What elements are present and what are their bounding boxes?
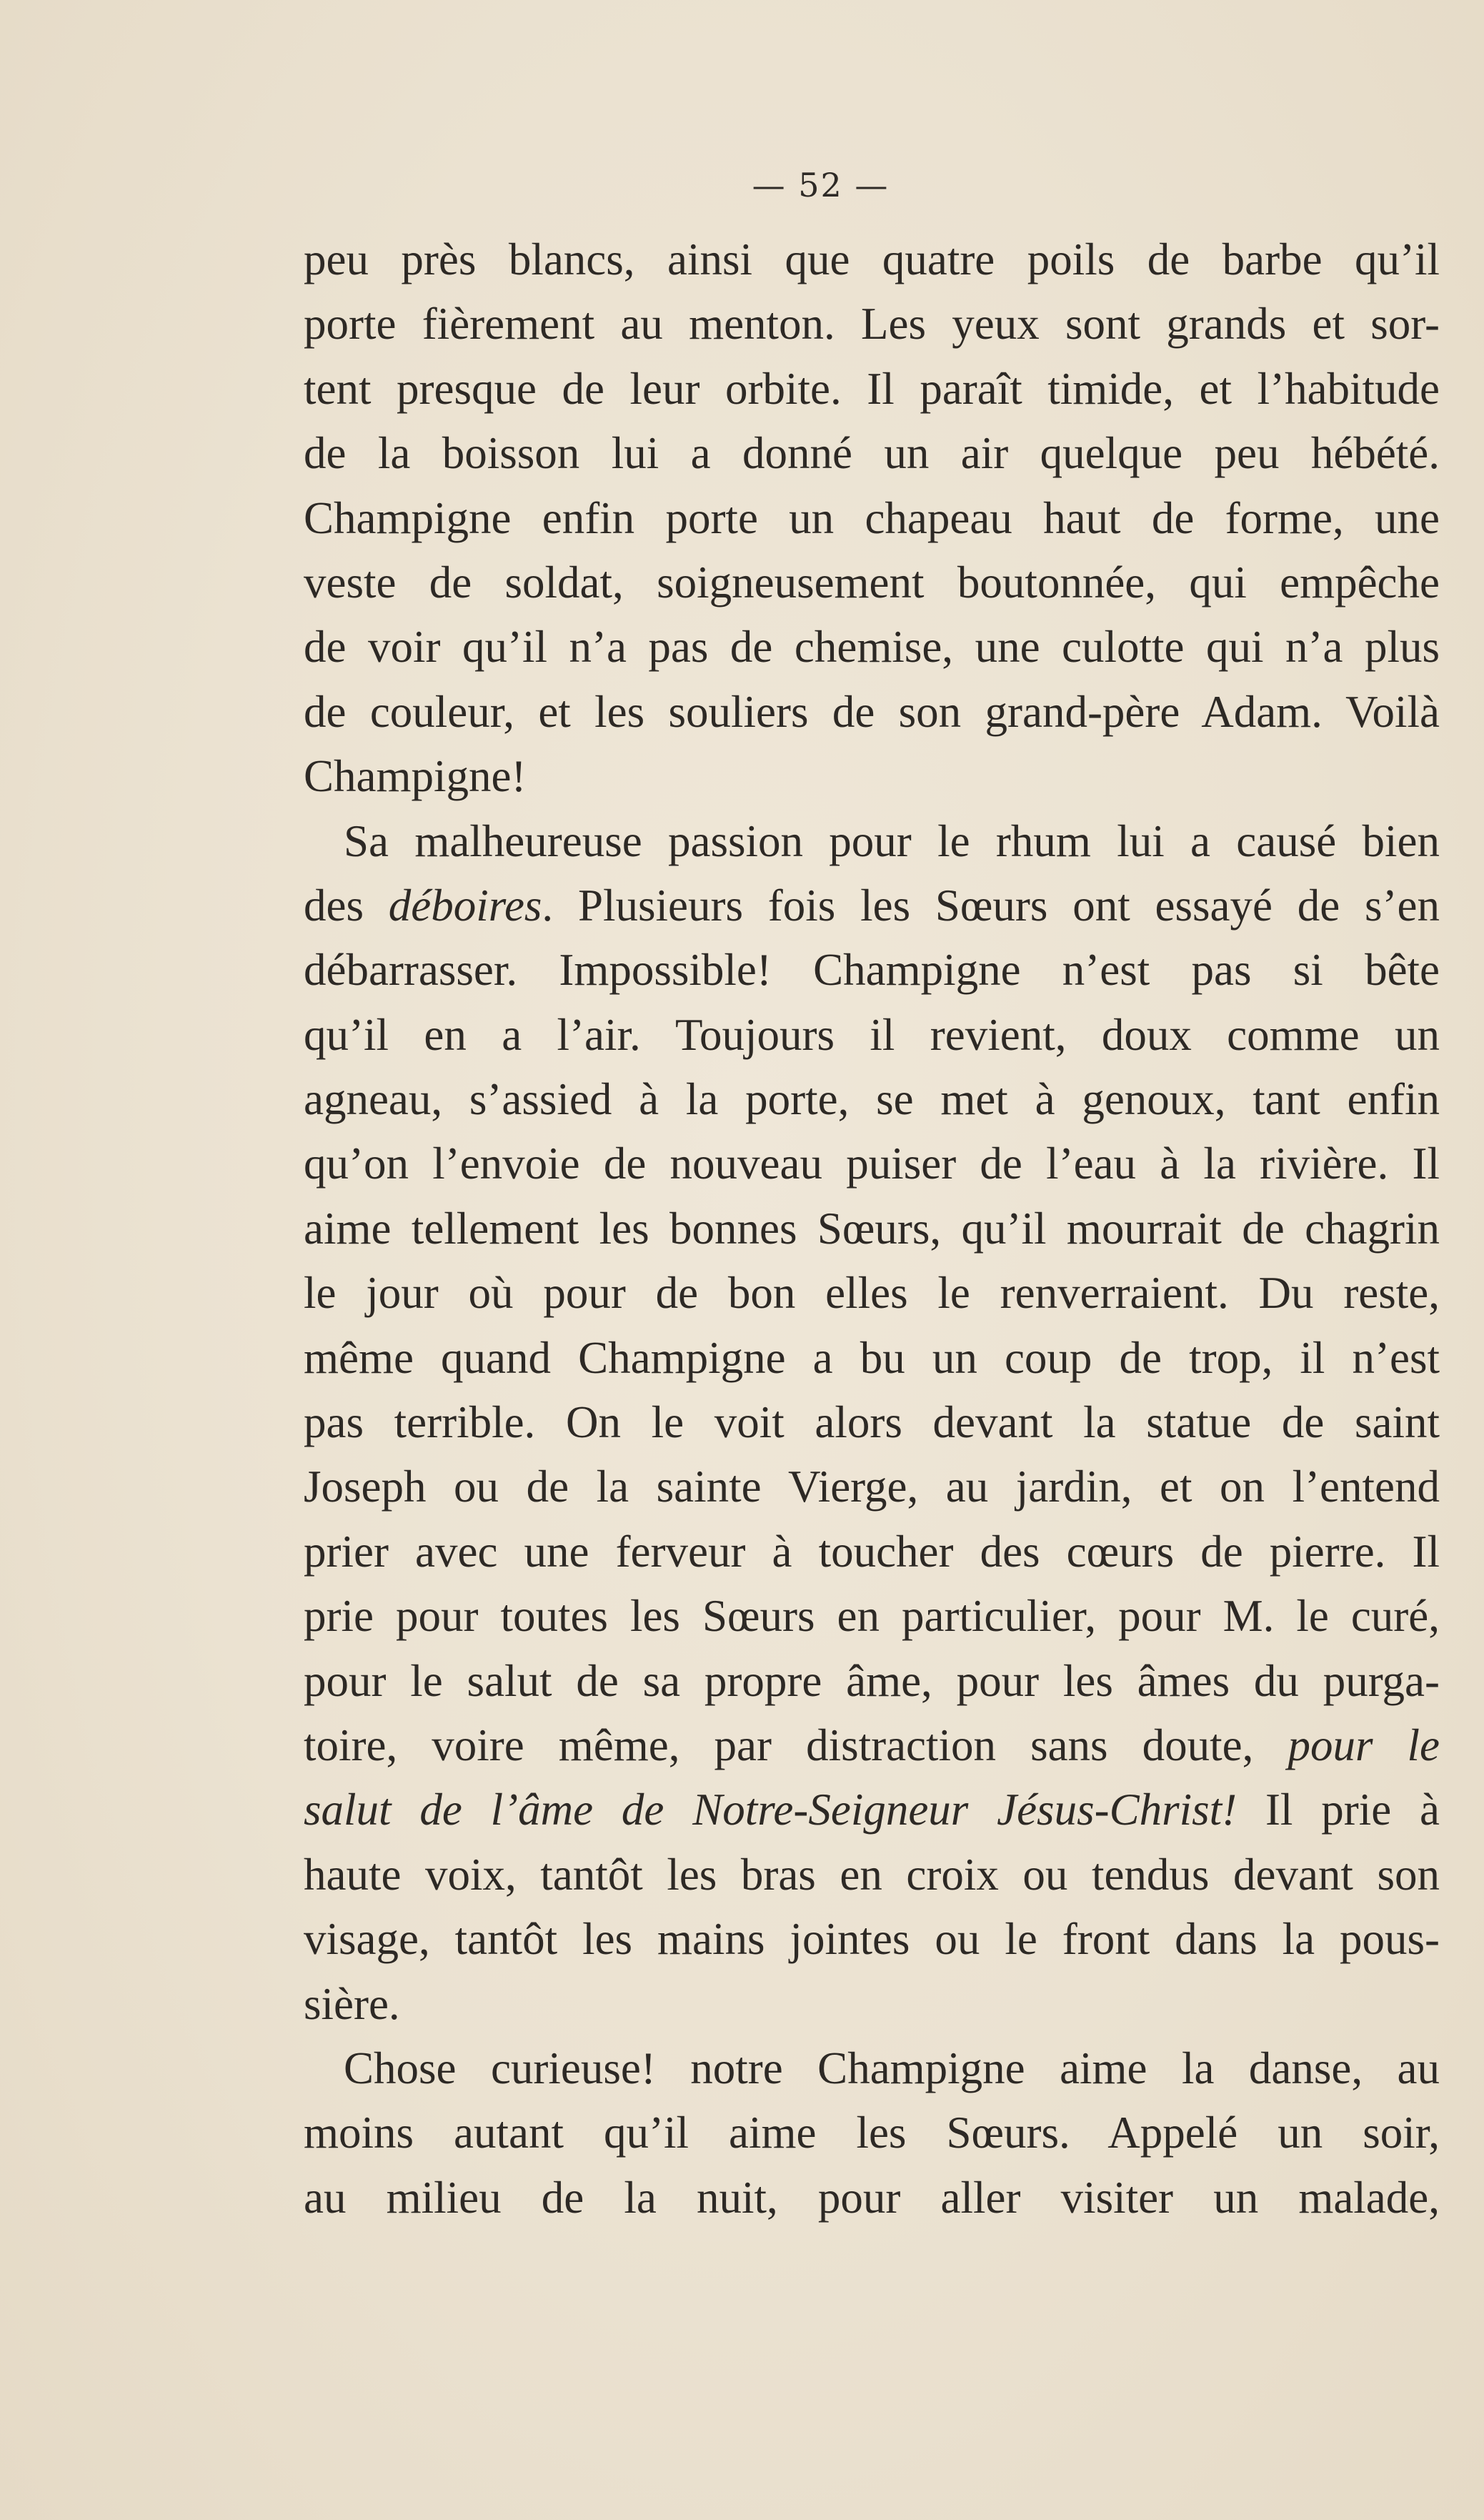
- paragraph-1: [304, 227, 1440, 809]
- paragraph-2: [304, 809, 1440, 2036]
- text-run: toire, voire même, par distraction sans doute,: [304, 1720, 1288, 1770]
- text-line: qu’il en a l’air. Toujours il revient, doux comme un: [304, 1009, 1440, 1060]
- text-line: veste de soldat, soigneusement boutonnée, qui empêche: [304, 557, 1440, 607]
- text-line: débarrasser. Impossible! Champigne n’est pas si bête: [304, 945, 1440, 996]
- text-line: tent presque de leur orbite. Il paraît timide, et l’habitude: [304, 363, 1440, 414]
- text-line-mixed: [304, 1713, 1440, 1777]
- text-line: le jour où pour de bon elles le renverraient. Du reste,: [304, 1268, 1440, 1319]
- text-line: qu’on l’envoie de nouveau puiser de l’eau à la rivière. Il: [304, 1139, 1440, 1189]
- text-line: prier avec une ferveur à toucher des cœurs de pierre. Il: [304, 1526, 1440, 1577]
- body-text: [304, 227, 1440, 2230]
- text-line: pour le salut de sa propre âme, pour les âmes du purga-: [304, 1655, 1440, 1706]
- italic-run: salut de l’âme de Notre-Seigneur Jésus-Christ!: [304, 1785, 1238, 1835]
- text-line: haute voix, tantôt les bras en croix ou tendus devant son: [304, 1849, 1440, 1900]
- text-line: Sa malheureuse passion pour le rhum lui a causé bien: [344, 815, 1440, 866]
- text-line: pas terrible. On le voit alors devant la statue de saint: [304, 1397, 1440, 1448]
- italic-run: pour le: [1288, 1720, 1440, 1770]
- text-line-mixed: [304, 1777, 1440, 1842]
- text-line: prie pour toutes les Sœurs en particulier, pour M. le curé,: [304, 1591, 1440, 1642]
- page-number: — 52 —: [752, 166, 890, 204]
- text-line: au milieu de la nuit, pour aller visiter un malade,: [304, 2172, 1440, 2223]
- text-line: porte fièrement au menton. Les yeux sont grands et sor-: [304, 299, 1440, 349]
- italic-run: déboires: [388, 880, 542, 931]
- text-line: Champigne enfin porte un chapeau haut de forme, une: [304, 492, 1440, 543]
- text-line: agneau, s’assied à la porte, se met à genoux, tant enfin: [304, 1074, 1440, 1125]
- text-line: sière.: [304, 1978, 400, 2029]
- text-line-mixed: [304, 873, 1440, 938]
- text-run: Il prie à: [1237, 1785, 1440, 1835]
- text-line: peu près blancs, ainsi que quatre poils de barbe qu’il: [304, 234, 1440, 284]
- text-line: de la boisson lui a donné un air quelque peu hébété.: [304, 428, 1440, 479]
- text-line: Chose curieuse! notre Champigne aime la danse, au: [344, 2043, 1440, 2093]
- paragraph-3: [304, 2036, 1440, 2230]
- text-line: Joseph ou de la sainte Vierge, au jardin, et on l’entend: [304, 1462, 1440, 1512]
- text-line: même quand Champigne a bu un coup de trop, il n’est: [304, 1332, 1440, 1383]
- text-run: des: [304, 880, 389, 931]
- text-line: aime tellement les bonnes Sœurs, qu’il mourrait de chagrin: [304, 1203, 1440, 1254]
- text-line: moins autant qu’il aime les Sœurs. Appelé un soir,: [304, 2108, 1440, 2158]
- text-line: Champigne!: [304, 751, 527, 802]
- text-run: . Plusieurs fois les Sœurs ont essayé de s’en: [542, 880, 1440, 931]
- text-line: de voir qu’il n’a pas de chemise, une culotte qui n’a plus: [304, 622, 1440, 673]
- text-line: de couleur, et les souliers de son grand-père Adam. Voilà: [304, 686, 1440, 737]
- text-line: visage, tantôt les mains jointes ou le front dans la pous-: [304, 1914, 1440, 1965]
